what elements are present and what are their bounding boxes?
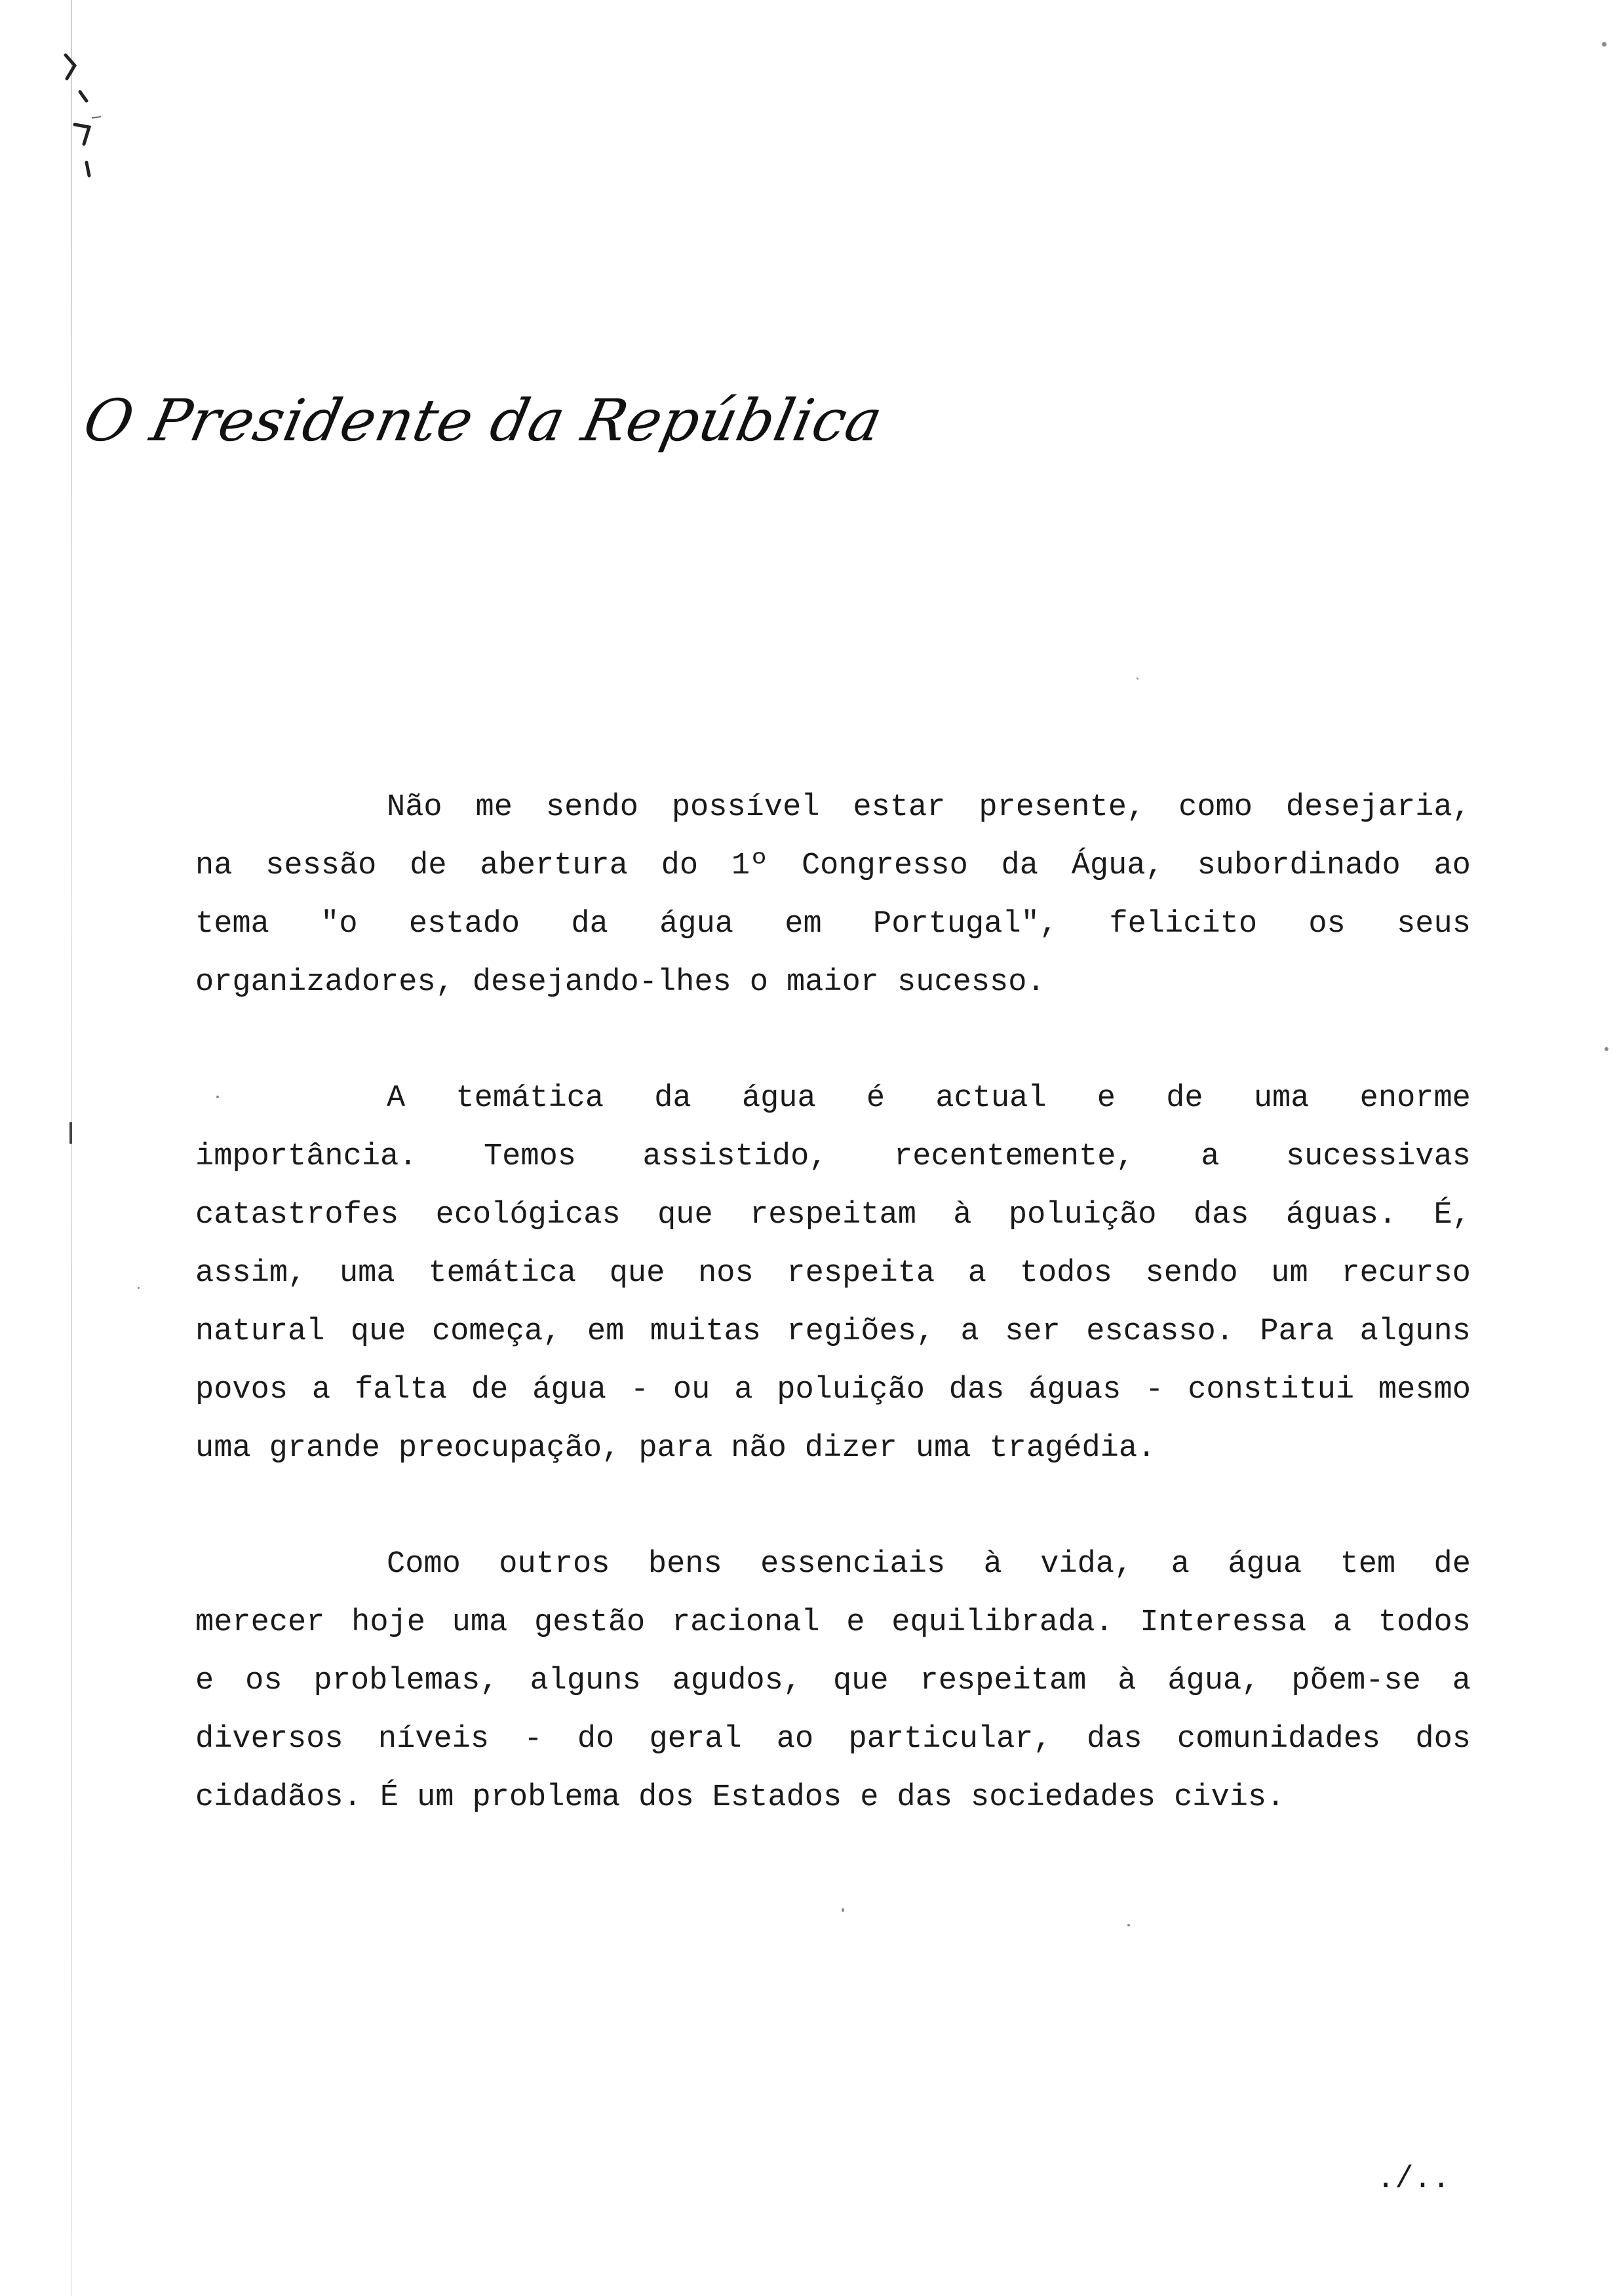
scan-speck: [1602, 42, 1606, 47]
text-line: povos a falta de água - ou a poluição das águas - constitui mesmo: [195, 1373, 1471, 1407]
text-line: importância. Temos assistido, recentemente, a sucessivas: [195, 1139, 1471, 1174]
paragraph: [195, 1535, 1471, 1827]
text-line: assim, uma temática que nos respeita a todos sendo um recurso: [195, 1256, 1471, 1291]
scan-speck: [216, 1096, 219, 1098]
text-line: cidadãos. É um problema dos Estados e das sociedades civis.: [195, 1780, 1285, 1815]
text-line: tema "o estado da água em Portugal", felicito os seus: [195, 907, 1471, 942]
text-line: catastrofes ecológicas que respeitam à poluição das águas. É,: [195, 1198, 1471, 1233]
scan-speck: [1127, 1924, 1130, 1926]
scan-speck: [69, 1122, 72, 1144]
text-line: e os problemas, alguns agudos, que respeitam à água, põem-se a: [195, 1664, 1471, 1698]
scan-speck: [1137, 678, 1138, 679]
text-line: uma grande preocupação, para não dizer uma tragédia.: [195, 1431, 1156, 1466]
letter-body: [195, 778, 1471, 1885]
scan-speck: [138, 1287, 140, 1289]
scan-speck: [1605, 1047, 1608, 1051]
text-line: organizadores, desejando-lhes o maior sucesso.: [195, 965, 1045, 1000]
paragraph: [195, 778, 1471, 1012]
scan-speck: [842, 1908, 844, 1912]
handwritten-mark-icon: [60, 46, 106, 183]
text-line: Não me sendo possível estar presente, como desejaria,: [387, 790, 1471, 825]
paragraph: [195, 1069, 1471, 1478]
scan-edge-line: [71, 0, 72, 2296]
text-line: A temática da água é actual e de uma enorme: [387, 1081, 1471, 1116]
text-line: Como outros bens essenciais à vida, a água tem de: [387, 1547, 1471, 1582]
continuation-mark: ./..: [1376, 2162, 1450, 2197]
text-line: na sessão de abertura do 1º Congresso da Água, subordinado ao: [195, 849, 1471, 883]
letterhead-title: O Presidente da República: [78, 387, 889, 454]
text-line: natural que começa, em muitas regiões, a ser escasso. Para alguns: [195, 1314, 1471, 1349]
text-line: diversos níveis - do geral ao particular, das comunidades dos: [195, 1722, 1471, 1757]
text-line: merecer hoje uma gestão racional e equilibrada. Interessa a todos: [195, 1605, 1471, 1640]
